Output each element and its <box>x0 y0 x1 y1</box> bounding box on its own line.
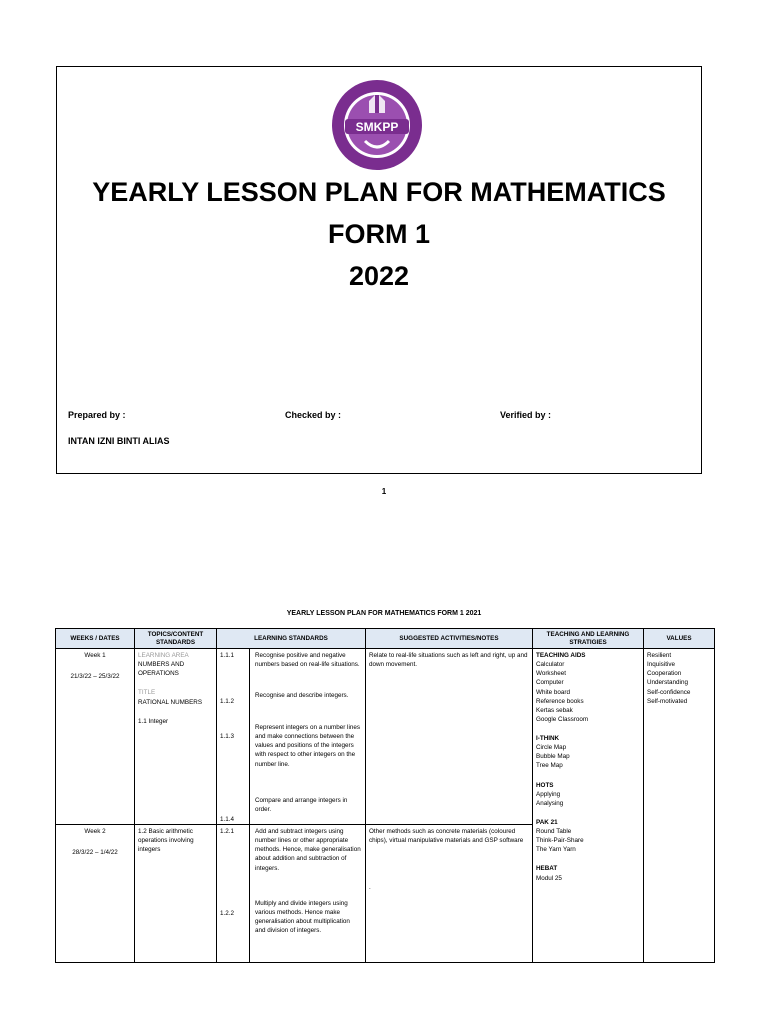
page-number: 1 <box>381 487 387 496</box>
activity-note: Other methods such as concrete materials (coloured chips), virtual manipulative materials and GSP software <box>369 828 524 845</box>
list-item: Bubble Map <box>536 753 570 761</box>
topic-cell <box>135 825 217 963</box>
header-topics: TOPICS/CONTENT STANDARDS <box>135 629 217 649</box>
value-item: Self-confidence <box>647 688 691 696</box>
teaching-aids-heading: TEACHING AIDS <box>536 652 586 659</box>
value-item: Cooperation <box>647 670 682 678</box>
standard-code: 1.1.4 <box>220 816 235 823</box>
list-item: Analysing <box>536 799 564 807</box>
list-item: Think-Pair-Share <box>536 837 584 845</box>
header-activities: SUGGESTED ACTIVITIES/NOTES <box>366 629 533 649</box>
list-item: The Yarn Yarn <box>536 846 576 854</box>
activities-cell <box>366 825 533 963</box>
activity-note: Relate to real-life situations such as left and right, up and down movement. <box>369 652 528 669</box>
list-item: Round Table <box>536 828 572 835</box>
page-title: YEARLY LESSON PLAN FOR MATHEMATICS <box>92 177 666 207</box>
week-label: Week 1 <box>84 652 106 659</box>
learning-standards-cell <box>217 825 366 963</box>
week-label: Week 2 <box>84 828 106 835</box>
list-item: Applying <box>536 790 561 798</box>
standard-text: Recognise and describe integers. <box>255 692 349 699</box>
value-item: Inquisitive <box>647 661 676 669</box>
header-learning-standards: LEARNING STANDARDS <box>217 629 366 649</box>
pak21-heading: PAK 21 <box>536 818 558 826</box>
content-standard: 1.2 Basic arithmetic operations involving integers <box>138 828 194 854</box>
list-item: Worksheet <box>536 670 566 678</box>
value-item: Resilient <box>647 652 672 659</box>
school-logo <box>331 79 423 171</box>
standard-code: 1.2.1 <box>220 828 235 835</box>
list-item: Computer <box>536 679 564 687</box>
standard-text: Recognise positive and negative numbers based on real-life situations. <box>255 652 360 669</box>
standard-text: Compare and arrange integers in order. <box>255 797 348 814</box>
learning-area: NUMBERS AND OPERATIONS <box>138 661 185 678</box>
table-title: YEARLY LESSON PLAN FOR MATHEMATICS FORM 1 2021 <box>286 610 482 617</box>
lesson-plan-table <box>55 628 715 963</box>
value-item: Understanding <box>647 679 688 687</box>
week-dates: 28/3/22 – 1/4/22 <box>72 849 118 857</box>
header-weeks: WEEKS / DATES <box>56 629 135 649</box>
strategies-cell <box>533 649 644 963</box>
preparer-name: INTAN IZNI BINTI ALIAS <box>68 436 170 446</box>
standard-code: 1.1.3 <box>220 733 235 740</box>
activity-note-extra: . <box>369 884 371 892</box>
standard-code: 1.1.1 <box>220 652 235 659</box>
header-values: VALUES <box>644 629 715 649</box>
week-cell <box>56 825 135 963</box>
topic-title: RATIONAL NUMBERS <box>138 698 203 706</box>
list-item: Google Classroom <box>536 715 589 723</box>
year-label: 2022 <box>348 261 410 291</box>
week-dates: 21/3/22 – 25/3/22 <box>70 673 120 681</box>
topic-cell <box>135 649 217 825</box>
values-cell <box>644 649 715 963</box>
standard-code: 1.1.2 <box>220 698 235 705</box>
ithink-heading: I-THINK <box>536 735 560 742</box>
list-item: Tree Map <box>536 762 563 770</box>
cover-page <box>56 66 702 474</box>
hebat-heading: HEBAT <box>536 865 558 873</box>
standard-text: Represent integers on a number lines and make connections between the values and positions of the integers with respect to other integers on the number line. <box>255 724 361 768</box>
table-header-row <box>56 629 715 649</box>
list-item: White board <box>536 688 570 696</box>
learning-area-label: LEARNING AREA <box>138 652 189 659</box>
standard-text: Add and subtract integers using number lines or other appropriate methods. Hence, make generalisation about addition and subtraction of integers. <box>255 828 361 872</box>
list-item: Calculator <box>536 661 565 669</box>
table-row <box>56 649 715 825</box>
title-label: TITLE <box>138 689 156 697</box>
value-item: Self-motivated <box>647 697 688 705</box>
prepared-by-label: Prepared by : <box>68 410 126 420</box>
standard-code: 1.2.2 <box>220 910 235 917</box>
activities-cell <box>366 649 533 825</box>
list-item: Reference books <box>536 697 584 705</box>
hots-heading: HOTS <box>536 781 554 789</box>
logo-abbr: SMKPP <box>355 120 399 134</box>
week-cell <box>56 649 135 825</box>
learning-standards-cell <box>217 649 366 825</box>
standard-text: Multiply and divide integers using various methods. Hence make generalisation about multiplication and division of integers. <box>255 900 350 935</box>
list-item: Modul 25 <box>536 874 562 882</box>
content-standard: 1.1 Integer <box>138 717 169 725</box>
list-item: Kertas sebak <box>536 706 573 714</box>
form-label: FORM 1 <box>327 219 430 249</box>
checked-by-label: Checked by : <box>285 410 342 420</box>
header-strategies: TEACHING AND LEARNING STRATIGIES <box>533 629 644 649</box>
list-item: Circle Map <box>536 744 567 752</box>
verified-by-label: Verified by : <box>500 410 552 420</box>
